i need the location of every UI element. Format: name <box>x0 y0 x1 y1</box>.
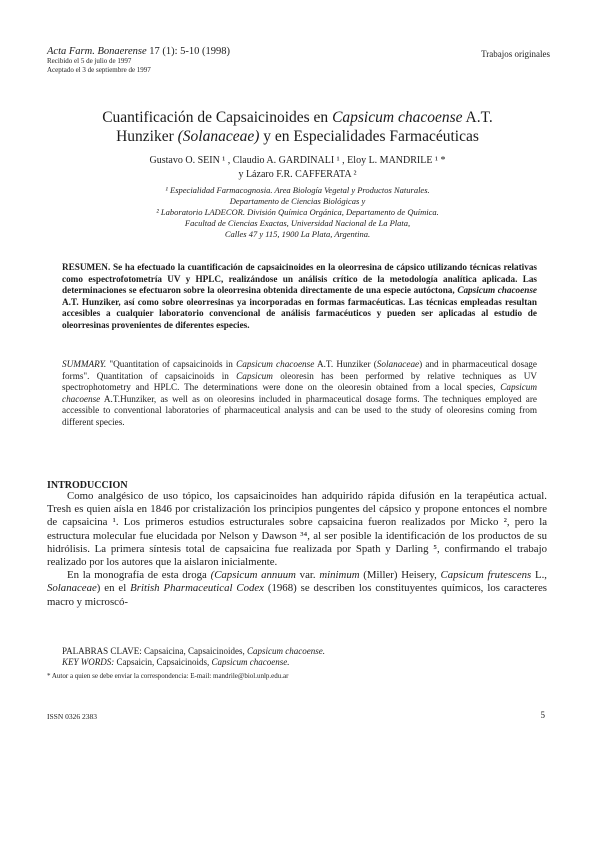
page-number: 5 <box>540 710 545 720</box>
title-family: (Solanaceae) <box>177 128 260 145</box>
abstract-english: SUMMARY. "Quantitation of capsaicinoids in Capsicum chacoense A.T. Hunziker (Solanaceae) and in pharmaceutical dosage forms". Quantitation of capsaicinoids in Capsicum oleoresin has been performed by relative techniques as UV spectrophotometry and HPLC. The determinations were done on the oleoresin obtained from a local species, Capsicum chacoense A.T.Hunziker, as well as on oleoresins included in pharmaceutical dosage forms. The techniques employed are accessible to conventional laboratories of pharmaceutical analysis and can be used to the study of oleoresins coming from different species. <box>62 359 537 427</box>
accepted-date: Aceptado el 3 de septiembre de 1997 <box>47 66 151 74</box>
author-list <box>60 154 535 182</box>
issn: ISSN 0326 2383 <box>47 712 98 721</box>
authors-line-2: y Lázaro F.R. CAFFERATA ² <box>238 169 357 180</box>
corresponding-author-footnote: * Autor a quien se debe enviar la correspondencia: E-mail: mandrile@biol.unlp.edu.ar <box>47 672 289 680</box>
journal-name: Acta Farm. Bonaerense <box>47 46 147 57</box>
received-date: Recibido el 5 de julio de 1997 <box>47 57 132 65</box>
affiliation-line: Facultad de Ciencias Exactas, Universidad Nacional de La Plata, <box>184 218 411 228</box>
section-label: Trabajos originales <box>481 49 550 59</box>
paragraph: En la monografía de esta droga (Capsicum annuum var. minimum (Miller) Heisery, Capsicum frutescens L., Solanaceae) en el British Pharmaceutical Codex (1968) se describen los constituyentes químicos, los caracteres macro y microscó- <box>47 569 547 608</box>
paper-title: Cuantificación de Capsaicinoides en Capsicum chacoense A.T. Hunziker (Solanaceae) y en Especialidades Farmacéuticas <box>102 109 493 145</box>
keywords-block <box>62 646 325 668</box>
affiliation-line: Calles 47 y 115, 1900 La Plata, Argentina. <box>224 229 371 239</box>
affiliation-line: ¹ Especialidad Farmacognosia. Area Biología Vegetal y Productos Naturales. <box>165 185 430 195</box>
summary-label: SUMMARY. <box>62 359 107 369</box>
journal-header <box>47 47 230 75</box>
authors-line-1: Gustavo O. SEIN ¹ , Claudio A. GARDINALI ¹ , Eloy L. MANDRILE ¹ * <box>149 155 446 166</box>
affiliation-line: Departamento de Ciencias Biológicas y <box>229 196 366 206</box>
volume-info: 17 (1): 5-10 (1998) <box>149 46 231 57</box>
keywords-spanish: PALABRAS CLAVE: Capsaicina, Capsaicinoides, Capsicum chacoense. <box>62 646 325 656</box>
affiliation-line: ² Laboratorio LADECOR. División Química Orgánica, Departamento de Química. <box>156 207 439 217</box>
title-species: Capsicum chacoense <box>332 109 463 126</box>
keywords-english: KEY WORDS: Capsaicin, Capsaicinoids, Capsicum chacoense. <box>62 657 290 667</box>
section-heading-introduction: INTRODUCCION <box>47 480 128 491</box>
affiliations <box>100 185 495 240</box>
paragraph: Como analgésico de uso tópico, los capsaicinoides han adquirido rápida difusión en la terapéutica actual. Tresh es quien aísla en 1846 por cristalización los principios pungentes del cápsico y propone entonces el nombre de capsaicina ¹. Los primeros estudios estructurales sobre capsaicina fueron realizados por Micko ², pero la estructura molecular fue elucidada por Nelson y Dawson ³⁴, al ser posible la identificación de los productos de su hidrólisis. La primera síntesis total de capsaicina fue realizada por Spath y Darling ⁵, confirmando el trabajo realizado por los autores que la aislaron inicialmente. <box>47 490 547 569</box>
introduction-body <box>47 490 547 609</box>
abstract-spanish: RESUMEN. Se ha efectuado la cuantificación de capsaicinoides en la oleorresina de cápsico utilizando técnicas relativas como espectrofotometría UV y HPLC, realizándose un análisis crítico de la metodología analítica aplicada. Las determinaciones se efectuaron sobre la oleorresina obtenida directamente de una especie autóctona, Capsicum chacoense A.T. Hunziker, así como sobre oleorresinas ya incorporadas en formas farmacéuticas. Las técnicas empleadas resultan accesibles a cualquier laboratorio convencional de análisis farmacéuticos y pueden ser aplicadas al estudio de oleorresinas provenientes de diferentes especies. <box>62 262 537 330</box>
